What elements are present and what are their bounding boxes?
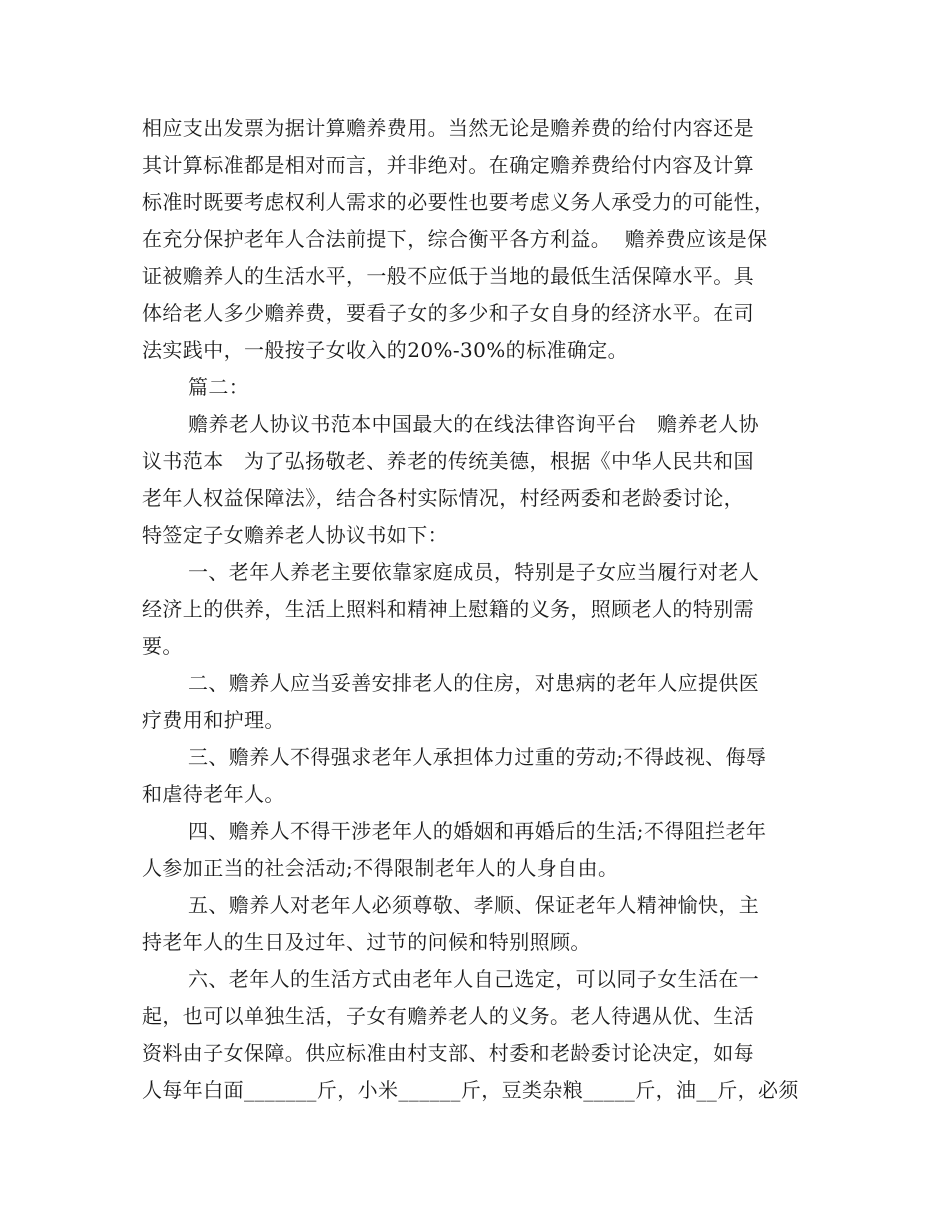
text-line: 特签定子女赡养老人协议书如下：: [142, 523, 448, 547]
text-line: 体给老人多少赡养费，要看子女的多少和子女自身的经济水平。在司: [142, 301, 754, 325]
text-line: 人每年白面_______斤，小米______斤，豆类杂粮_____斤，油__斤，必须: [142, 1078, 799, 1102]
text-line: 要。: [142, 634, 183, 658]
clause-4: 四、赡养人不得干涉老年人的婚姻和再婚后的生活;不得阻拦老年: [188, 819, 767, 843]
text-line: 老年人权益保障法》，结合各村实际情况，村经两委和老龄委讨论，: [142, 486, 744, 510]
text-line: 在充分保护老年人合法前提下，综合衡平各方利益。 赡养费应该是保: [142, 227, 768, 251]
clause-1: 一、老年人养老主要依靠家庭成员，特别是子女应当履行对老人: [188, 560, 760, 584]
text-line: 证被赡养人的生活水平，一般不应低于当地的最低生活保障水平。具: [142, 264, 754, 288]
text-line: 赡养老人协议书范本中国最大的在线法律咨询平台 赡养老人协: [188, 412, 760, 436]
clause-6: 六、老年人的生活方式由老年人自己选定，可以同子女生活在一: [188, 967, 760, 991]
section-heading: 篇二：: [188, 375, 250, 399]
text-line: 其计算标准都是相对而言，并非绝对。在确定赡养费给付内容及计算: [142, 153, 754, 177]
text-line: 和虐待老年人。: [142, 782, 285, 806]
text-line: 人参加正当的社会活动;不得限制老年人的人身自由。: [142, 856, 619, 880]
clause-5: 五、赡养人对老年人必须尊敬、孝顺、保证老年人精神愉快，主: [188, 893, 760, 917]
text-line: 资料由子女保障。供应标准由村支部、村委和老龄委讨论决定，如每: [142, 1041, 754, 1065]
text-line: 持老年人的生日及过年、过节的问候和特别照顾。: [142, 930, 591, 954]
text-line: 相应支出发票为据计算赡养费用。当然无论是赡养费的给付内容还是: [142, 116, 754, 140]
text-line: 议书范本 为了弘扬敬老、养老的传统美德，根据《中华人民共和国: [142, 449, 754, 473]
clause-2: 二、赡养人应当妥善安排老人的住房，对患病的老年人应提供医: [188, 671, 760, 695]
text-line: 法实践中，一般按子女收入的20%-30%的标准确定。: [142, 338, 629, 362]
text-line: 标准时既要考虑权利人需求的必要性也要考虑义务人承受力的可能性，: [142, 190, 775, 214]
text-line: 经济上的供养，生活上照料和精神上慰籍的义务，照顾老人的特别需: [142, 597, 754, 621]
text-line: 起，也可以单独生活，子女有赡养老人的义务。老人待遇从优、生活: [142, 1004, 754, 1028]
text-line: 疗费用和护理。: [142, 708, 285, 732]
clause-3: 三、赡养人不得强求老年人承担体力过重的劳动;不得歧视、侮辱: [188, 745, 767, 769]
